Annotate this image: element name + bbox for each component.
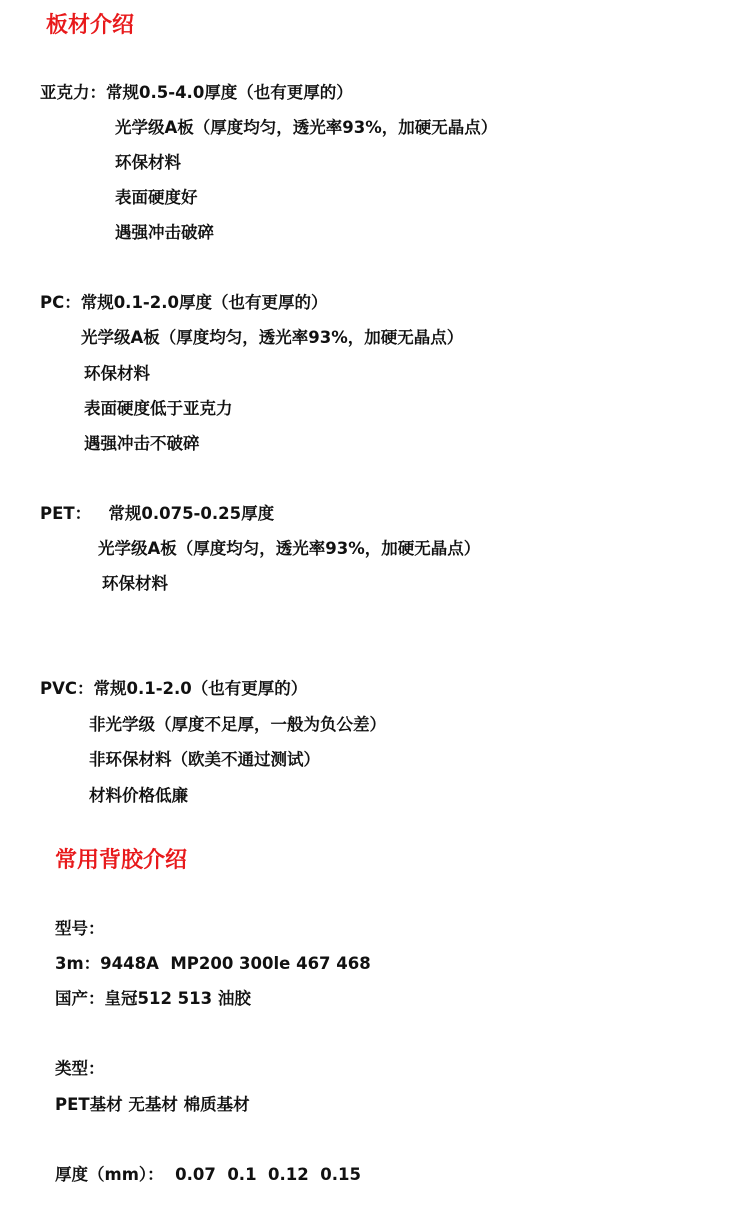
- adhesive-type-label: 类型：: [55, 1059, 105, 1078]
- acrylic-feature-optical: 光学级A板（厚度均匀，透光率93%，加硬无晶点）: [115, 118, 498, 137]
- pet-feature-optical: 光学级A板（厚度均匀，透光率93%，加硬无晶点）: [98, 539, 481, 558]
- adhesive-model-3m: 3m：9448A MP200 300le 467 468: [55, 954, 371, 973]
- acrylic-feature-eco: 环保材料: [115, 153, 181, 172]
- pet-feature-eco: 环保材料: [102, 574, 168, 593]
- adhesive-thickness: 厚度（mm）： 0.07 0.1 0.12 0.15: [55, 1165, 361, 1184]
- pet-summary: PET： 常规0.075-0.25厚度: [40, 504, 275, 523]
- pvc-feature-eco: 非环保材料（欧美不通过测试）: [89, 750, 320, 769]
- pvc-feature-price: 材料价格低廉: [89, 786, 188, 805]
- pc-feature-eco: 环保材料: [84, 364, 150, 383]
- pvc-feature-optical: 非光学级（厚度不足厚，一般为负公差）: [89, 715, 386, 734]
- pc-summary: PC：常规0.1-2.0厚度（也有更厚的）: [40, 293, 328, 312]
- pc-feature-optical: 光学级A板（厚度均匀，透光率93%，加硬无晶点）: [81, 328, 464, 347]
- acrylic-summary: 亚克力：常规0.5-4.0厚度（也有更厚的）: [40, 83, 353, 102]
- sheets-section-title: 板材介绍: [46, 13, 135, 38]
- pvc-summary: PVC：常规0.1-2.0（也有更厚的）: [40, 679, 308, 698]
- acrylic-feature-impact: 遇强冲击破碎: [115, 223, 214, 242]
- pc-feature-hardness: 表面硬度低于亚克力: [84, 399, 233, 418]
- adhesive-model-label: 型号：: [55, 919, 105, 938]
- adhesive-types: PET基材 无基材 棉质基材: [55, 1095, 250, 1114]
- pc-feature-impact: 遇强冲击不破碎: [84, 434, 200, 453]
- acrylic-feature-hardness: 表面硬度好: [115, 188, 198, 207]
- adhesive-section-title: 常用背胶介绍: [55, 848, 188, 873]
- adhesive-model-domestic: 国产：皇冠512 513 油胶: [55, 989, 251, 1008]
